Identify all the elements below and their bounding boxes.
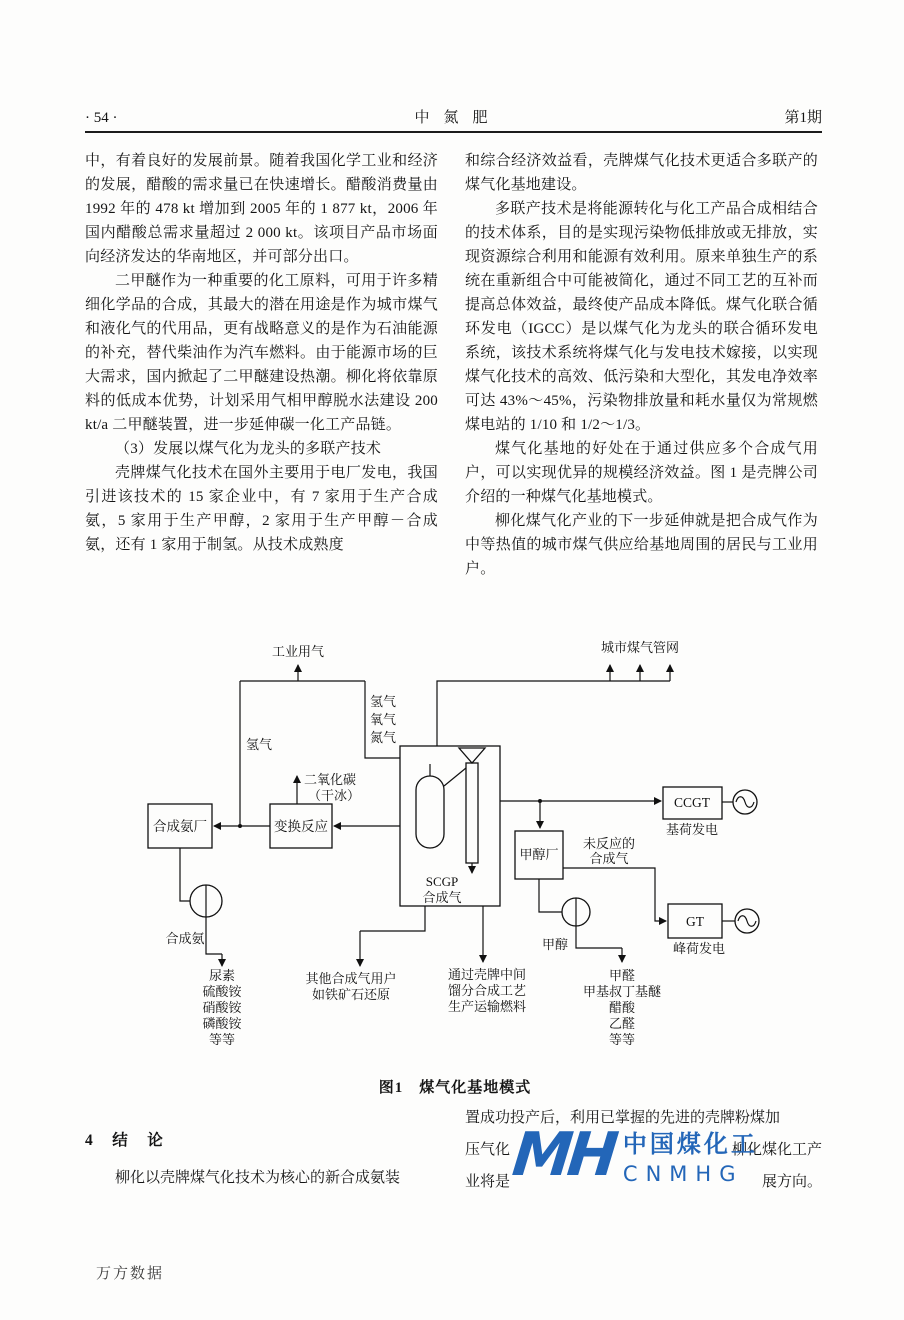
- methanol-storage-tank-icon: [562, 898, 590, 926]
- watermark-name-en: CNMHG: [622, 1162, 744, 1186]
- co2-label-line1: 二氧化碳: [304, 772, 357, 787]
- other-users-label-line1: 其他合成气用户: [305, 971, 397, 986]
- conclusion-fragment: 业将是: [465, 1174, 511, 1190]
- conclusion-paragraph: 柳化以壳牌煤气化技术为核心的新合成氨装: [115, 1170, 401, 1186]
- methanol-product-label: 甲醇: [541, 937, 569, 952]
- co2-label-line2: （干冰）: [308, 788, 361, 803]
- page-number: · 54 ·: [85, 110, 118, 126]
- page-header: [85, 106, 822, 127]
- list-item: 磷酸铵: [202, 1016, 242, 1031]
- issue-number: 第1期: [784, 110, 822, 126]
- conclusion-fragment: 压气化: [465, 1142, 511, 1158]
- industrial-gas-label: 工业用气: [271, 644, 325, 659]
- conclusion-heading: 4 结 论: [85, 1132, 165, 1149]
- hydrogen-left-label: 氢气: [246, 737, 273, 752]
- city-gas-network-label: 城市煤气管网: [600, 640, 680, 655]
- generator-icon: [735, 909, 759, 933]
- other-users-label-line2: 如铁矿石还原: [311, 987, 391, 1002]
- list-item: 等等: [608, 1032, 636, 1047]
- transport-fuel-label: [448, 967, 526, 1014]
- body-paragraph: 多联产技术是将能源转化与化工产品合成相结合的技术体系，目的是实现污染物低排放或无排放，实现资源综合利用和能源有效利用。原来单独生产的系统在重新组合中可能被简化，通过不同工艺的互补而提高总体效益，最终使产品成本降低。煤气化联合循环发电（IGCC）是以煤气化为龙头的联合循环发电系统，该技术系统将煤气化与发电技术嫁接，以实现煤气化技术的高效、低污染和大型化，其发电净效率可达 43%～45%，污染物排放量和耗水量仅为常规燃煤电站的 1/10 和 1/2～1/3。: [465, 201, 818, 433]
- list-item: 硝酸铵: [202, 1000, 242, 1015]
- list-item: 醋酸: [608, 1000, 636, 1015]
- body-paragraph: 煤气化基地的好处在于通过供应多个合成气用户，可以实现优异的规模经济效益。图 1 是壳牌公司介绍的一种煤气化基地模式。: [465, 441, 818, 505]
- journal-title: 中氮肥: [414, 110, 502, 126]
- right-column: [465, 149, 818, 581]
- list-item: 生产运输燃料: [447, 999, 527, 1014]
- list-item: 甲醛: [608, 968, 636, 983]
- flow-lines: [180, 665, 735, 966]
- list-item: 通过壳牌中间: [447, 967, 527, 982]
- figure-1-diagram: [85, 636, 825, 1064]
- figure-caption: 图1 煤气化基地模式: [378, 1080, 532, 1096]
- wanfang-data-mark: 万方数据: [96, 1266, 165, 1282]
- ammonia-plant-label: 合成氨厂: [153, 819, 207, 834]
- list-item: 硫酸铵: [202, 984, 242, 999]
- scgp-label-line2: 合成气: [422, 890, 462, 905]
- conclusion-fragment: 展方向。: [761, 1174, 822, 1190]
- body-paragraph: 中，有着良好的发展前景。随着我国化学工业和经济的发展，醋酸的需求量已在快速增长。醋酸消费量由 1992 年的 478 kt 增加到 2005 年的 1 877 kt，2006 年国内醋酸总需求量超过 2 000 kt。该项目产品市场面向经济发达的华南地区，并可部分出口。: [85, 153, 438, 265]
- list-item: 等等: [208, 1032, 236, 1047]
- subsection-heading: （3）发展以煤气化为龙头的多联产技术: [115, 441, 382, 457]
- list-item: 乙醛: [608, 1016, 636, 1031]
- generator-icon: [733, 790, 757, 814]
- unreacted-syngas-label-line1: 未反应的: [582, 836, 636, 851]
- ammonia-product-label: 合成氨: [165, 931, 205, 946]
- base-load-power-label: 基荷发电: [665, 822, 719, 837]
- body-paragraph: 二甲醚作为一种重要的化工原料，可用于许多精细化学品的合成，其最大的潜在用途是作为城市煤气和液化气的代用品，更有战略意义的是作为石油能源的补充，替代柴油作为汽车燃料。由于能源市场的巨大需求，国内掀起了二甲醚建设热潮。柳化将依靠原料的低成本优势，计划采用气相甲醇脱水法建设 200 kt/a 二甲醚装置，进一步延伸碳一化工产品链。: [85, 273, 438, 433]
- unreacted-syngas-label-line2: 合成气: [589, 851, 629, 866]
- hydrogen-label: 氢气: [370, 694, 397, 709]
- peak-load-power-label: 峰荷发电: [672, 941, 726, 956]
- shift-reaction-label: 变换反应: [274, 819, 328, 834]
- ammonia-storage-tank-icon: [190, 885, 222, 917]
- scgp-label-line1: SCGP: [425, 874, 459, 889]
- list-item: 馏分合成工艺: [447, 983, 527, 998]
- left-column: [85, 149, 438, 557]
- body-paragraph: 壳牌煤气化技术在国外主要用于电厂发电，我国引进该技术的 15 家企业中，有 7 家用于生产合成氨，5 家用于生产甲醇，2 家用于生产甲醇－合成氨，还有 1 家用于制氢。从技术成熟度: [85, 465, 438, 553]
- ccgt-label: CCGT: [673, 795, 711, 810]
- methanol-plant-label: 甲醇厂: [519, 847, 559, 862]
- methanol-derivatives-list: [583, 968, 662, 1047]
- body-paragraph: 柳化煤气化产业的下一步延伸就是把合成气作为中等热值的城市煤气供应给基地周围的居民与工业用户。: [465, 513, 818, 577]
- header-rule: [85, 131, 822, 133]
- conclusion-line: 置成功投产后，利用已掌握的先进的壳牌粉煤加: [465, 1110, 781, 1126]
- gt-label: GT: [686, 914, 704, 929]
- ammonia-derivatives-list: [202, 968, 242, 1047]
- cnmhg-logo-icon: MH: [509, 1120, 617, 1190]
- list-item: 甲基叔丁基醚: [582, 984, 662, 999]
- watermark-name-cn: 中国煤化工: [622, 1130, 758, 1158]
- body-paragraph: 和综合经济效益看，壳牌煤气化技术更适合多联产的煤气化基地建设。: [465, 153, 818, 193]
- list-item: 尿素: [208, 968, 236, 983]
- gasifier-vessel-drawing: [416, 748, 485, 873]
- cnmhg-watermark-text: [623, 1124, 758, 1186]
- oxygen-label: 氧气: [370, 712, 397, 727]
- conclusion-fragment: 柳化煤化工产: [731, 1142, 822, 1158]
- nitrogen-label: 氮气: [370, 730, 397, 745]
- cnmhg-watermark: [509, 1118, 758, 1192]
